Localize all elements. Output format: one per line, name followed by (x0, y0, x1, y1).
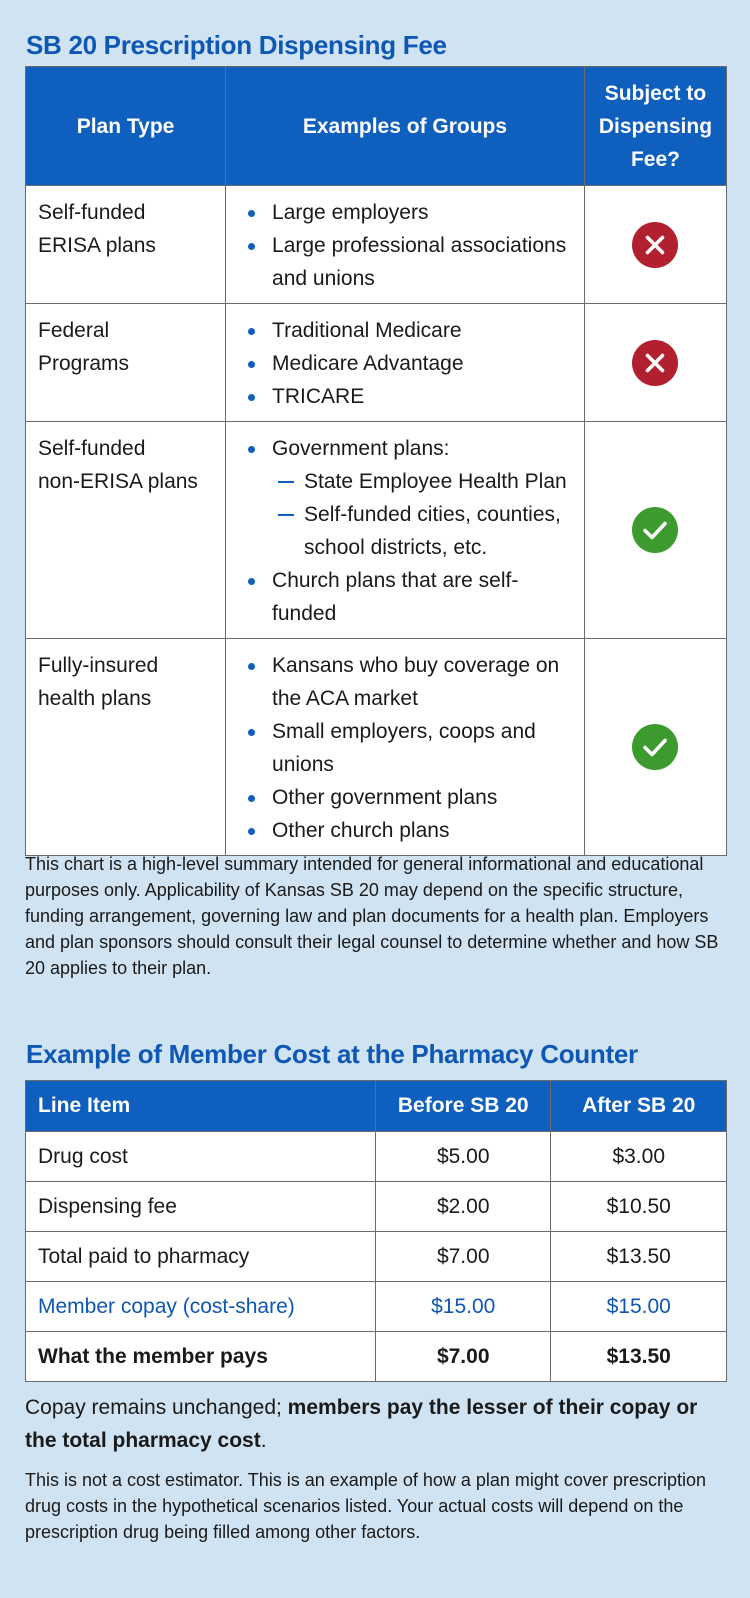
subject-to-fee-cell (584, 186, 726, 304)
after-value-cell: $10.50 (551, 1182, 727, 1232)
dash-icon (278, 514, 294, 516)
bullet-icon (248, 361, 255, 368)
bullet-icon (248, 210, 255, 217)
group-item (238, 564, 572, 630)
group-text: TRICARE (272, 385, 365, 408)
plan-row (26, 186, 727, 304)
x-icon (632, 340, 678, 386)
bullet-icon (248, 578, 255, 585)
cost-table-header-row (26, 1081, 727, 1132)
header-before-sb20: Before SB 20 (375, 1081, 551, 1132)
before-value-cell: $7.00 (375, 1232, 551, 1282)
group-text: Church plans that are self-funded (272, 569, 519, 625)
check-icon (632, 724, 678, 770)
summary-plain-text: Copay remains unchanged; (25, 1396, 288, 1419)
group-item (238, 781, 572, 814)
before-value-cell: $5.00 (375, 1132, 551, 1182)
bullet-icon (248, 663, 255, 670)
before-value-cell: $15.00 (375, 1282, 551, 1332)
line-item-cell: Member copay (cost-share) (26, 1282, 376, 1332)
cost-row (26, 1182, 727, 1232)
examples-cell (226, 639, 585, 856)
bullet-icon (248, 394, 255, 401)
after-value-cell: $13.50 (551, 1232, 727, 1282)
group-list (238, 314, 572, 413)
line-item-cell: Dispensing fee (26, 1182, 376, 1232)
before-value-cell: $7.00 (375, 1332, 551, 1382)
examples-cell (226, 186, 585, 304)
group-item (238, 649, 572, 715)
plan-row (26, 304, 727, 422)
cost-row (26, 1232, 727, 1282)
fee-disclaimer: This chart is a high-level summary intended for general informational and educational purposes only. Applicability of Kansas SB 20 may depend on the specific structure, funding arrangement, governing law and plan documents for a health plan. Employers and plan sponsors should consult their legal counsel to determine whether and how SB 20 applies to their plan. (25, 854, 719, 978)
cost-row (26, 1132, 727, 1182)
group-item (238, 196, 572, 229)
member-cost-table (25, 1080, 727, 1382)
group-subitem (238, 498, 572, 564)
plan-type-cell: Self-funded ERISA plans (26, 186, 226, 304)
bullet-icon (248, 446, 255, 453)
group-list (238, 649, 572, 847)
group-item (238, 314, 572, 347)
bullet-icon (248, 729, 255, 736)
group-list (238, 432, 572, 630)
header-line-item: Line Item (26, 1081, 376, 1132)
group-item (238, 229, 572, 295)
copay-summary (25, 1391, 725, 1457)
group-text: State Employee Health Plan (304, 470, 567, 493)
summary-end-text: . (260, 1429, 267, 1452)
summary-bold-text: members pay the lesser of their copay or the total pharmacy cost (25, 1396, 698, 1452)
after-value-cell: $15.00 (551, 1282, 727, 1332)
subject-to-fee-cell (584, 304, 726, 422)
plan-type-cell: Self-funded non-ERISA plans (26, 422, 226, 639)
line-item-cell: Drug cost (26, 1132, 376, 1182)
group-text: Other church plans (272, 819, 450, 842)
group-text: Medicare Advantage (272, 352, 464, 375)
bullet-icon (248, 828, 255, 835)
bullet-icon (248, 328, 255, 335)
check-icon (632, 507, 678, 553)
group-text: Government plans: (272, 437, 450, 460)
header-plan-type: Plan Type (26, 67, 226, 186)
examples-cell (226, 304, 585, 422)
bullet-icon (248, 243, 255, 250)
plan-row (26, 422, 727, 639)
group-text: Traditional Medicare (272, 319, 462, 342)
group-item (238, 814, 572, 847)
group-item (238, 432, 572, 465)
group-text: Self-funded cities, counties, school districts, etc. (304, 503, 561, 559)
line-item-cell: What the member pays (26, 1332, 376, 1382)
group-text: Small employers, coops and unions (272, 720, 536, 776)
group-text: Kansans who buy coverage on the ACA market (272, 654, 560, 710)
subject-to-fee-cell (584, 639, 726, 856)
plan-type-cell: Federal Programs (26, 304, 226, 422)
group-item (238, 380, 572, 413)
cost-section-title: Example of Member Cost at the Pharmacy Counter (26, 1039, 638, 1069)
bullet-icon (248, 795, 255, 802)
group-text: Other government plans (272, 786, 498, 809)
group-text: Large employers (272, 201, 429, 224)
header-after-sb20: After SB 20 (551, 1081, 727, 1132)
group-item (238, 715, 572, 781)
x-icon (632, 222, 678, 268)
dispensing-fee-table (25, 66, 727, 856)
cost-row (26, 1282, 727, 1332)
subject-to-fee-cell (584, 422, 726, 639)
dash-icon (278, 481, 294, 483)
group-text: Large professional associations and unions (272, 234, 567, 290)
header-subject-to-fee: Subject to Dispensing Fee? (584, 67, 726, 186)
fee-section-title: SB 20 Prescription Dispensing Fee (26, 30, 447, 60)
after-value-cell: $13.50 (551, 1332, 727, 1382)
plan-type-cell: Fully-insured health plans (26, 639, 226, 856)
line-item-cell: Total paid to pharmacy (26, 1232, 376, 1282)
cost-row (26, 1332, 727, 1382)
group-list (238, 196, 572, 295)
header-examples: Examples of Groups (226, 67, 585, 186)
after-value-cell: $3.00 (551, 1132, 727, 1182)
group-item (238, 347, 572, 380)
cost-disclaimer: This is not a cost estimator. This is an example of how a plan might cover prescription drug costs in the hypothetical scenarios listed. Your actual costs will depend on the prescription drug being filled among other factors. (25, 1470, 706, 1542)
group-subitem (238, 465, 572, 498)
plan-row (26, 639, 727, 856)
before-value-cell: $2.00 (375, 1182, 551, 1232)
examples-cell (226, 422, 585, 639)
fee-table-header-row (26, 67, 727, 186)
